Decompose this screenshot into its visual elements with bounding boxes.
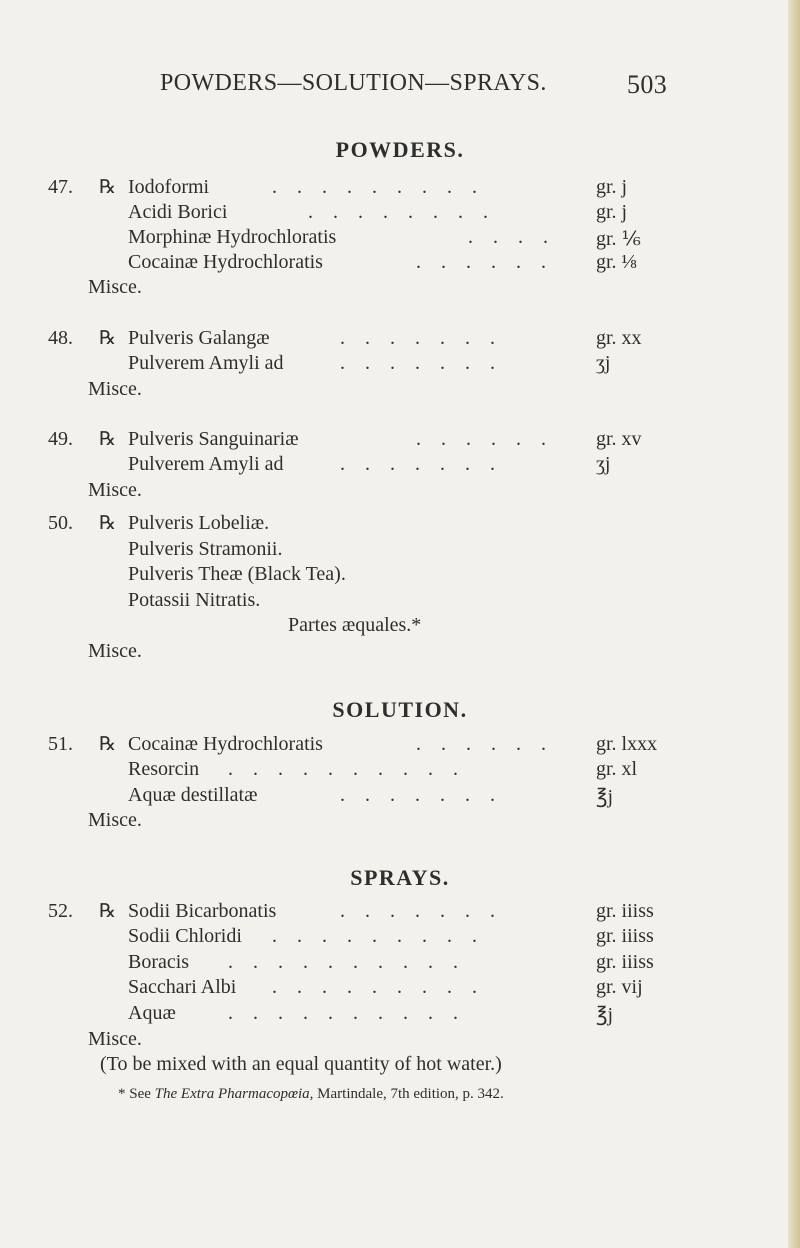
ingredient-quantity: gr. iiiss: [596, 951, 654, 973]
rx-symbol: ℞: [99, 177, 117, 198]
recipe-number: 52.: [48, 900, 73, 922]
recipe-52-line-1: [0, 900, 800, 926]
ingredient-quantity: gr. ⅛: [596, 251, 637, 273]
recipe-49-line-2: [0, 453, 800, 479]
recipe-number: 47.: [48, 176, 73, 198]
ingredient-quantity: gr. iiiss: [596, 900, 654, 922]
page-number: 503: [627, 70, 668, 99]
section-title-solution: SOLUTION.: [332, 697, 468, 722]
ingredient-name: Sodii Bicarbonatis: [128, 900, 277, 922]
ingredient-quantity: gr. lxxx: [596, 733, 658, 755]
footnote-suffix: Martindale, 7th edition, p. 342.: [317, 1086, 504, 1102]
ingredient-name: Iodoformi: [128, 176, 210, 198]
leader-dots: . . . . . . .: [340, 352, 495, 374]
recipe-48-line-1: [0, 327, 800, 353]
partes-aequales: Partes æquales.*: [288, 614, 422, 636]
misce-label: Misce.: [88, 1028, 142, 1050]
ingredient-quantity: gr. iiiss: [596, 925, 654, 947]
section-title-sprays: SPRAYS.: [350, 865, 450, 890]
leader-dots: . . . . . . .: [340, 784, 495, 806]
misce-label: Misce.: [88, 378, 142, 400]
leader-dots: . . . . . . .: [340, 327, 495, 349]
leader-dots: . . . .: [468, 226, 548, 248]
recipe-51-line-3: [0, 784, 800, 810]
recipe-number: 48.: [48, 327, 73, 349]
rx-symbol: ℞: [99, 901, 117, 922]
ingredient-name: Potassii Nitratis.: [128, 589, 261, 611]
recipe-47-line-1: [0, 176, 800, 202]
ingredient-name: Sodii Chloridi: [128, 925, 242, 947]
recipe-50-line-2: [0, 538, 800, 564]
leader-dots: . . . . . . . . . .: [228, 951, 458, 973]
ingredient-name: Pulveris Stramonii.: [128, 538, 283, 560]
footnote-book-title: The Extra Pharmacopœia,: [154, 1086, 314, 1102]
recipe-50-line-1: [0, 512, 800, 538]
rx-symbol: ℞: [99, 734, 117, 755]
misce-label: Misce.: [88, 640, 142, 662]
misce-label: Misce.: [88, 276, 142, 298]
leader-dots: . . . . . . . . .: [272, 176, 477, 198]
rx-symbol: ℞: [99, 328, 117, 349]
rx-symbol: ℞: [99, 429, 117, 450]
ingredient-name: Sacchari Albi: [128, 976, 237, 998]
ingredient-name: Pulveris Theæ (Black Tea).: [128, 563, 346, 585]
ingredient-quantity: gr. ⅙: [596, 228, 641, 250]
ingredient-name: Pulveris Lobeliæ.: [128, 512, 270, 534]
leader-dots: . . . . . . . . . .: [228, 1002, 458, 1024]
leader-dots: . . . . . .: [416, 428, 546, 450]
recipe-52-line-4: [0, 976, 800, 1002]
leader-dots: . . . . . . .: [340, 900, 495, 922]
footnote: [118, 1086, 504, 1103]
recipe-50-line-4: [0, 589, 800, 615]
leader-dots: . . . . . . . . . .: [228, 758, 458, 780]
leader-dots: . . . . . . .: [340, 453, 495, 475]
recipe-number: 49.: [48, 428, 73, 450]
ingredient-name: Pulveris Galangæ: [128, 327, 270, 349]
misce-label: Misce.: [88, 479, 142, 501]
rx-symbol: ℞: [99, 513, 117, 534]
ingredient-quantity: ℥j: [596, 786, 614, 808]
leader-dots: . . . . . . . . .: [272, 925, 477, 947]
ingredient-quantity: gr. xv: [596, 428, 642, 450]
misce-label: Misce.: [88, 809, 142, 831]
recipe-49-line-1: [0, 428, 800, 454]
recipe-note: (To be mixed with an equal quantity of hot water.): [100, 1053, 502, 1075]
recipe-47-line-3: [0, 226, 800, 252]
ingredient-quantity: ℥j: [596, 1004, 614, 1026]
ingredient-name: Cocainæ Hydrochloratis: [128, 733, 323, 755]
ingredient-quantity: gr. vij: [596, 976, 643, 998]
recipe-number: 51.: [48, 733, 73, 755]
ingredient-name: Morphinæ Hydrochloratis: [128, 226, 337, 248]
running-title: POWDERS—SOLUTION—SPRAYS.: [160, 70, 547, 96]
ingredient-quantity: ʒj: [596, 352, 611, 374]
recipe-48-line-2: [0, 352, 800, 378]
ingredient-name: Cocainæ Hydrochloratis: [128, 251, 323, 273]
ingredient-name: Pulverem Amyli ad: [128, 453, 284, 475]
ingredient-name: Aquæ: [128, 1002, 176, 1024]
ingredient-quantity: ʒj: [596, 453, 611, 475]
recipe-47-line-2: [0, 201, 800, 227]
footnote-mark: *: [118, 1086, 126, 1102]
ingredient-name: Boracis: [128, 951, 190, 973]
ingredient-name: Pulverem Amyli ad: [128, 352, 284, 374]
ingredient-quantity: gr. xl: [596, 758, 638, 780]
ingredient-name: Pulveris Sanguinariæ: [128, 428, 299, 450]
footnote-prefix: See: [129, 1086, 151, 1102]
recipe-50-line-3: [0, 563, 800, 589]
ingredient-quantity: gr. xx: [596, 327, 642, 349]
recipe-52-line-5: [0, 1002, 800, 1028]
leader-dots: . . . . . .: [416, 251, 546, 273]
recipe-51-line-2: [0, 758, 800, 784]
leader-dots: . . . . . . . .: [308, 201, 488, 223]
leader-dots: . . . . . .: [416, 733, 546, 755]
ingredient-quantity: gr. j: [596, 201, 628, 223]
section-title-powders: POWDERS.: [335, 137, 465, 162]
recipe-52-line-3: [0, 951, 800, 977]
ingredient-name: Acidi Borici: [128, 201, 228, 223]
recipe-number: 50.: [48, 512, 73, 534]
ingredient-quantity: gr. j: [596, 176, 628, 198]
ingredient-name: Resorcin: [128, 758, 200, 780]
leader-dots: . . . . . . . . .: [272, 976, 477, 998]
recipe-47-line-4: [0, 251, 800, 277]
ingredient-name: Aquæ destillatæ: [128, 784, 258, 806]
recipe-52-line-2: [0, 925, 800, 951]
recipe-51-line-1: [0, 733, 800, 759]
